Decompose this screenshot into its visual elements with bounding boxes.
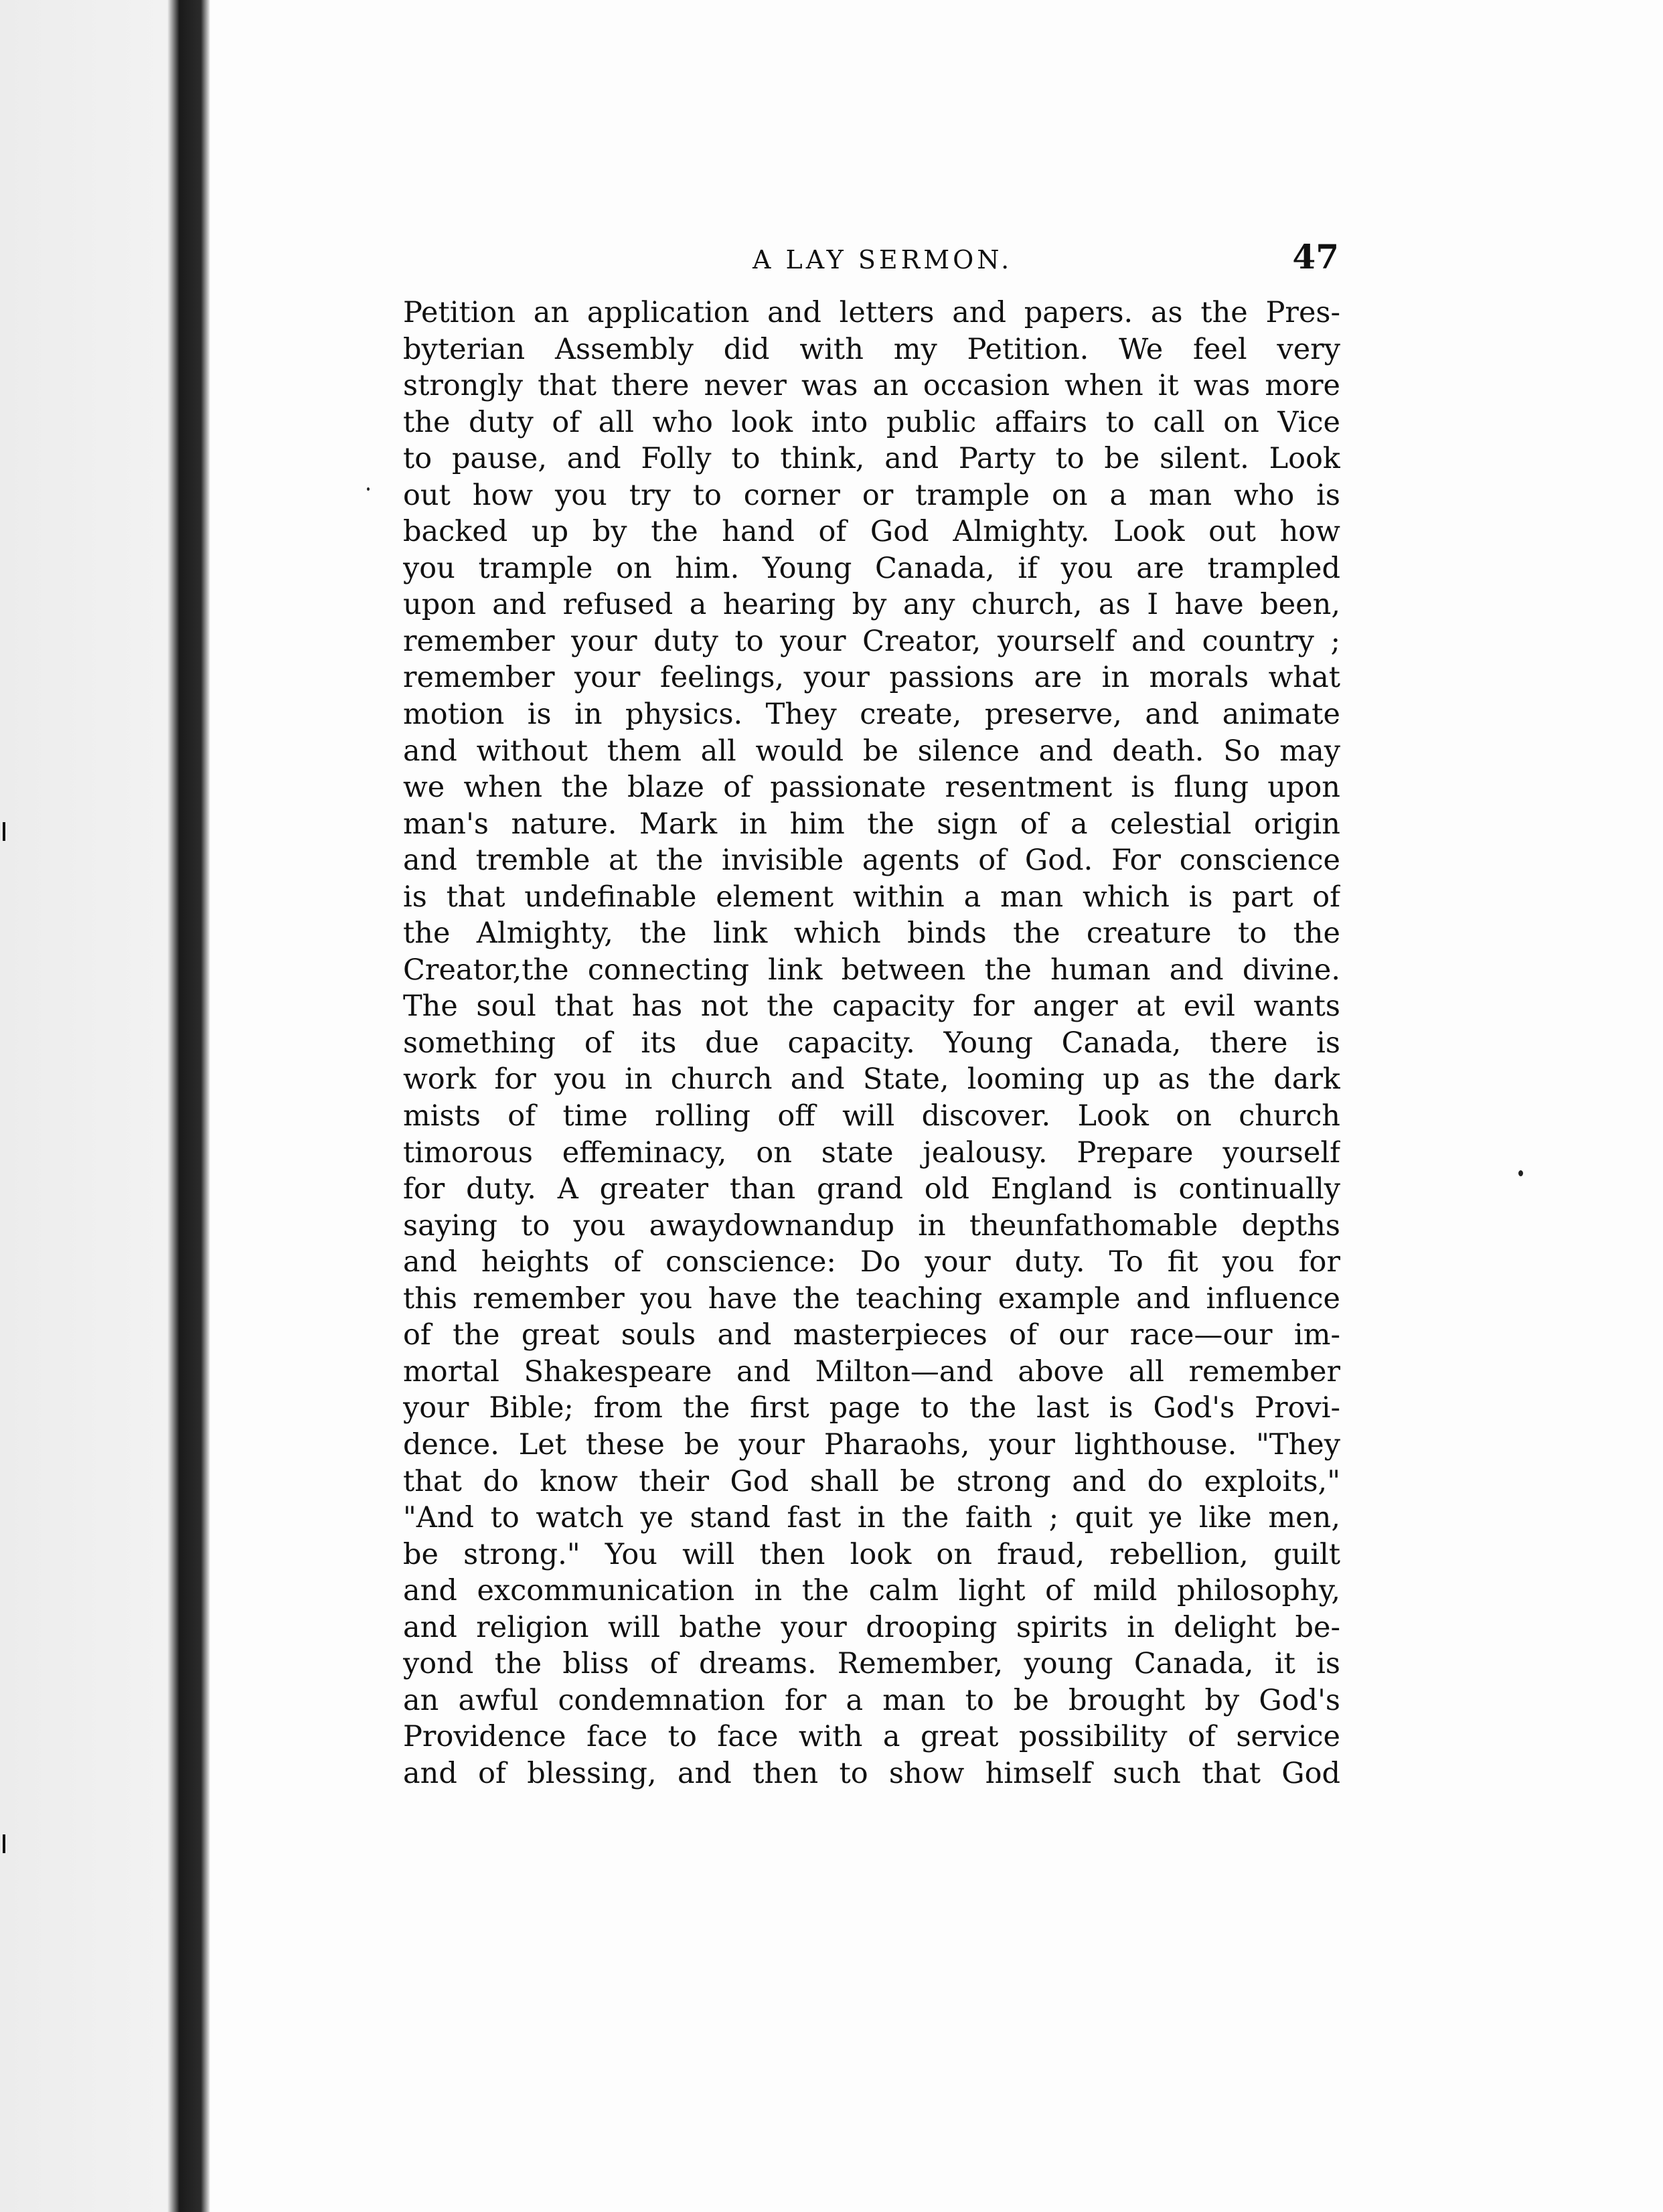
page-number: 47 <box>1292 237 1339 276</box>
text-line: byterian Assembly did with my Petition. We feel very <box>403 332 1340 366</box>
text-line: timorous effeminacy, on state jealousy. Prepare yourself <box>403 1135 1340 1170</box>
text-line: of the great souls and masterpieces of our race—our im- <box>403 1318 1340 1352</box>
text-line: and without them all would be silence and death. So may <box>403 734 1340 768</box>
text-line: and tremble at the invisible agents of God. For conscience <box>403 844 1340 878</box>
text-line: and of blessing, and then to show himself such that God <box>403 1756 1340 1790</box>
text-line: the Almighty, the link which binds the creature to the <box>403 917 1340 951</box>
text-line: and heights of conscience: Do your duty. To fit you for <box>403 1245 1340 1279</box>
text-line: that do know their God shall be strong and do exploits," <box>403 1464 1340 1498</box>
text-line: Providence face to face with a great possibility of service <box>403 1720 1340 1754</box>
text-line: backed up by the hand of God Almighty. Look out how <box>403 515 1340 549</box>
text-line: mortal Shakespeare and Milton—and above all remember <box>403 1354 1340 1389</box>
body-text <box>403 295 1340 1792</box>
running-title: A LAY SERMON. <box>753 245 1013 274</box>
text-line: your Bible; from the first page to the last is God's Provi- <box>403 1391 1340 1425</box>
running-header <box>402 238 1339 281</box>
text-line: The soul that has not the capacity for anger at evil wants <box>403 990 1340 1024</box>
text-line: Creator,the connecting link between the human and divine. <box>403 953 1340 987</box>
stray-ink-mark <box>367 487 370 491</box>
text-line: strongly that there never was an occasion when it was more <box>403 369 1340 403</box>
text-line: out how you try to corner or trample on a man who is <box>403 478 1340 512</box>
text-line: for duty. A greater than grand old England is continually <box>403 1172 1340 1206</box>
text-line: remember your duty to your Creator, yourself and country ; <box>403 624 1340 658</box>
text-line: an awful condemnation for a man to be brought by God's <box>403 1683 1340 1717</box>
binding-speck <box>3 822 5 841</box>
text-line: we when the blaze of passionate resentment is flung upon <box>403 771 1340 805</box>
binding-speck <box>3 1834 5 1853</box>
text-line: man's nature. Mark in him the sign of a celestial origin <box>403 807 1340 841</box>
text-line: and religion will bathe your drooping spirits in delight be- <box>403 1610 1340 1644</box>
text-line: be strong." You will then look on fraud, rebellion, guilt <box>403 1537 1340 1571</box>
text-line: and excommunication in the calm light of mild philosophy, <box>403 1574 1340 1608</box>
text-line: work for you in church and State, looming up as the dark <box>403 1062 1340 1097</box>
text-line: dence. Let these be your Pharaohs, your lighthouse. "They <box>403 1427 1340 1462</box>
book-binding-edge <box>0 0 210 2212</box>
text-line: this remember you have the teaching example and influence <box>403 1281 1340 1316</box>
text-line: Petition an application and letters and papers. as the Pres- <box>403 296 1340 329</box>
text-line: something of its due capacity. Young Canada, there is <box>403 1026 1340 1060</box>
text-line: mists of time rolling off will discover. Look on church <box>403 1099 1340 1133</box>
text-line: is that undefinable element within a man which is part of <box>403 880 1340 914</box>
text-line: upon and refused a hearing by any church, as I have been, <box>403 588 1340 622</box>
text-line: yond the bliss of dreams. Remember, young Canada, it is <box>403 1647 1340 1681</box>
text-line: to pause, and Folly to think, and Party to be silent. Look <box>403 442 1340 476</box>
text-line: "And to watch ye stand fast in the faith ; quit ye like men, <box>403 1501 1340 1535</box>
text-line: the duty of all who look into public affairs to call on Vice <box>403 405 1340 439</box>
text-line: saying to you awaydownandup in theunfathomable depths <box>403 1208 1340 1243</box>
text-line: remember your feelings, your passions are in morals what <box>403 661 1340 695</box>
text-line: motion is in physics. They create, preserve, and animate <box>403 698 1340 732</box>
stray-ink-mark <box>1518 1170 1523 1176</box>
text-line: you trample on him. Young Canada, if you are trampled <box>403 551 1340 585</box>
